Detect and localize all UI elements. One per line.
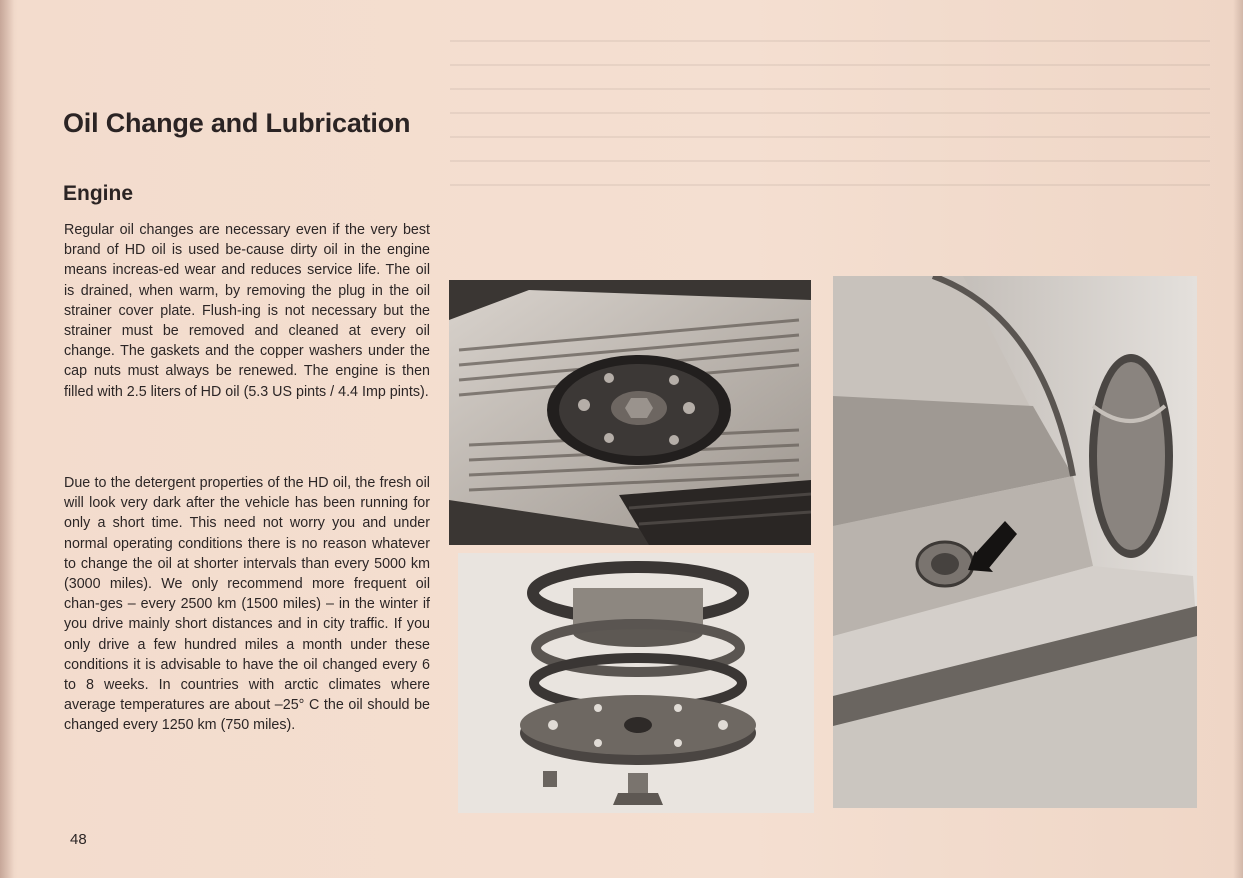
body-paragraph: Regular oil changes are necessary even if the very best brand of HD oil is used be-cause dirty oil in the engine means increas-ed wear and reduces service life. The oil is drained, when warm, by removing the plug in the oil strainer cover plate. Flush-ing is not necessary but the strainer must be removed and cleaned at every oil change. The gaskets and the copper washers under the cap nuts must always be renewed. The engine is then filled with 2.5 liters of HD oil (5.3 US pints / 4.4 Imp pints). bbox=[64, 222, 430, 400]
engine-oil-strainer-photo bbox=[449, 280, 811, 545]
page-title: Oil Change and Lubrication bbox=[63, 108, 411, 138]
car-oil-filler-photo bbox=[833, 276, 1197, 808]
show-through-text bbox=[450, 40, 1210, 230]
section-heading: Engine bbox=[63, 182, 134, 205]
body-paragraph: Due to the detergent properties of the HD oil, the fresh oil will look very dark after the vehicle has been running for only a short time. This need not worry you and under normal operating conditions there is no reason whatever to change the oil at shorter intervals than every 5000 km (3000 miles). We only recommend more frequent oil chan-ges – every 2500 km (1500 miles) – in the winter if you drive mainly short distances and in city traffic. If you only drive a few hundred miles a month under these conditions it is advisable to have the oil changed every 6 to 8 weeks. In countries with arctic climates where average temperatures are about –25° C the oil should be changed every 1250 km (750 miles). bbox=[64, 475, 430, 734]
page-edge-shadow bbox=[1233, 0, 1243, 878]
page-number: 48 bbox=[70, 831, 87, 848]
oil-strainer-parts-photo bbox=[458, 553, 814, 813]
page-fold-shadow bbox=[0, 0, 14, 878]
